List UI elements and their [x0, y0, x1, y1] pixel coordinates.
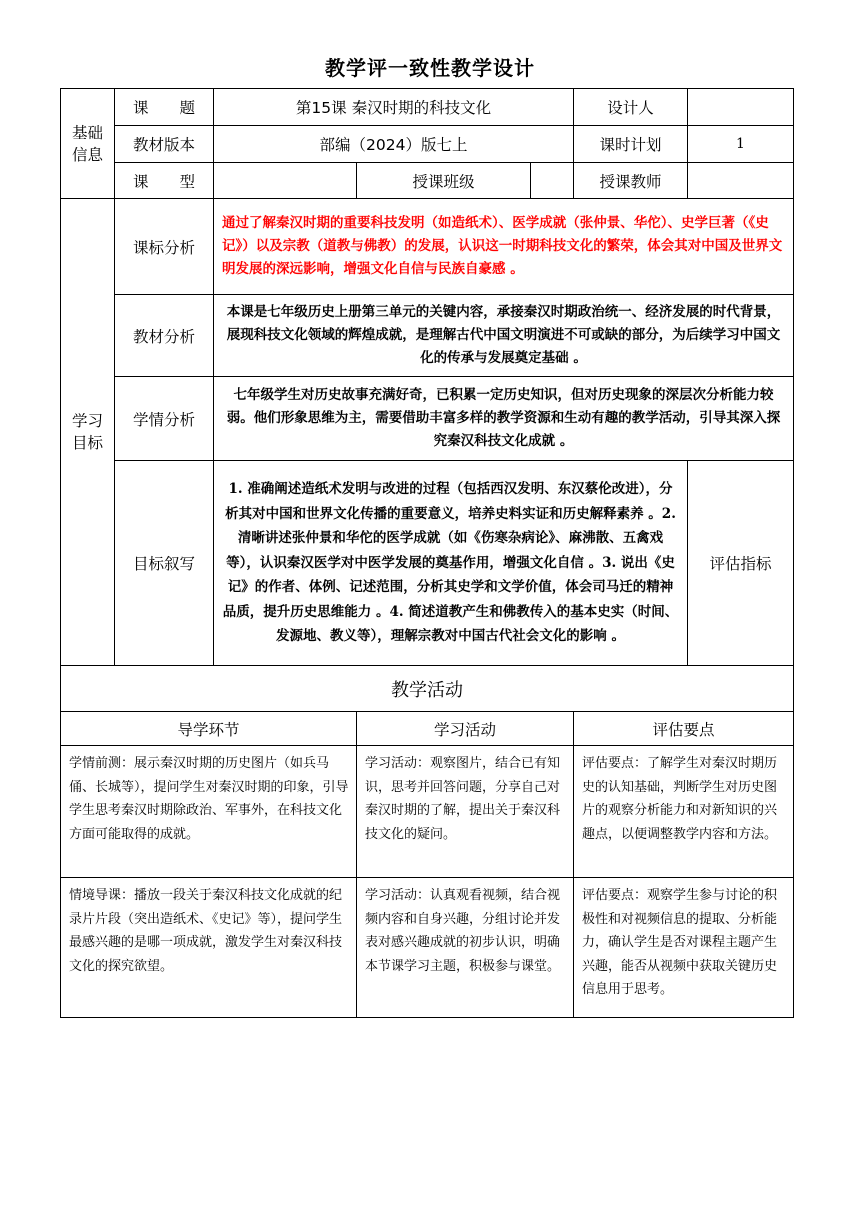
textbook-analysis-text: 本课是七年级历史上册第三单元的关键内容，承接秦汉时期政治统一、经济发展的时代背景，展现科技文化领域的辉煌成就，是理解古代中国文明演进不可或缺的部分，为后续学习中国文化的传承与发展奠定基础 。	[214, 295, 794, 377]
objective-text: 1. 准确阐述造纸术发明与改进的过程（包括西汉发明、东汉蔡伦改进），分析其对中国和世界文化传播的重要意义，培养史料实证和历史解释素养 。2. 清晰讲述张仲景和华佗的医学成就（如《伤寒杂病论》、麻沸散、五禽戏等），认识秦汉医学对中医学发展的奠基作用，增强文化自信 。3. 说出《史记》的作者、体例、记述范围，分析其史学和文学价值，体会司马迁的精神品质，提升历史思维能力 。4. 简述道教产生和佛教传入的基本史实（时间、发源地、教义等），理解宗教对中国古代社会文化的影响 。	[214, 461, 688, 666]
designer-label: 设计人	[574, 89, 688, 126]
activity-cell: 学习活动：认真观看视频，结合视频内容和自身兴趣，分组讨论并发表对感兴趣成就的初步认识，明确本节课学习主题，积极参与课堂。	[357, 878, 574, 1018]
student-analysis-label: 学情分析	[115, 377, 214, 461]
student-analysis-text: 七年级学生对历史故事充满好奇，已积累一定历史知识，但对历史现象的深层次分析能力较弱。他们形象思维为主，需要借助丰富多样的教学资源和生动有趣的教学活动，引导其深入探究秦汉科技文化成就 。	[214, 377, 794, 461]
basic-info-label: 基础 信息	[61, 89, 115, 199]
guide-cell: 学情前测：展示秦汉时期的历史图片（如兵马俑、长城等），提问学生对秦汉时期的印象，引导学生思考秦汉时期除政治、军事外，在科技文化方面可能取得的成就。	[61, 746, 357, 878]
table-row	[61, 878, 794, 1018]
class-label: 授课班级	[357, 163, 531, 199]
hours-label: 课时计划	[574, 126, 688, 163]
objective-label: 目标叙写	[115, 461, 214, 666]
activity-header: 学习活动	[357, 712, 574, 746]
class-value	[531, 163, 574, 199]
assessment-indicator-label: 评估指标	[688, 461, 794, 666]
lesson-design-table	[60, 88, 794, 1018]
activities-section-title: 教学活动	[61, 666, 794, 712]
assessment-header: 评估要点	[574, 712, 794, 746]
course-value: 第15课 秦汉时期的科技文化	[214, 89, 574, 126]
document-title: 教学评一致性教学设计	[325, 56, 535, 80]
standard-analysis-label: 课标分析	[115, 199, 214, 295]
teacher-label: 授课教师	[574, 163, 688, 199]
textbook-analysis-label: 教材分析	[115, 295, 214, 377]
type-label: 课 型	[115, 163, 214, 199]
guide-header: 导学环节	[61, 712, 357, 746]
guide-cell: 情境导课：播放一段关于秦汉科技文化成就的纪录片片段（突出造纸术、《史记》等），提问学生最感兴趣的是哪一项成就，激发学生对秦汉科技文化的探究欲望。	[61, 878, 357, 1018]
activity-cell: 学习活动：观察图片，结合已有知识，思考并回答问题，分享自己对秦汉时期的了解，提出关于秦汉科技文化的疑问。	[357, 746, 574, 878]
assessment-cell: 评估要点：观察学生参与讨论的积极性和对视频信息的提取、分析能力，确认学生是否对课程主题产生兴趣，能否从视频中获取关键历史信息用于思考。	[574, 878, 794, 1018]
table-row	[61, 746, 794, 878]
learning-goals-label: 学习 目标	[61, 199, 115, 666]
edition-label: 教材版本	[115, 126, 214, 163]
standard-analysis-text: 通过了解秦汉时期的重要科技发明（如造纸术）、医学成就（张仲景、华佗）、史学巨著（《史记》）以及宗教（道教与佛教）的发展，认识这一时期科技文化的繁荣，体会其对中国及世界文明发展的深远影响，增强文化自信与民族自豪感 。	[214, 199, 794, 295]
edition-value: 部编（2024）版七上	[214, 126, 574, 163]
teacher-value	[688, 163, 794, 199]
type-value	[214, 163, 357, 199]
course-label: 课 题	[115, 89, 214, 126]
hours-value: 1	[688, 126, 794, 163]
assessment-cell: 评估要点：了解学生对秦汉时期历史的认知基础，判断学生对历史图片的观察分析能力和对新知识的兴趣点，以便调整教学内容和方法。	[574, 746, 794, 878]
designer-value	[688, 89, 794, 126]
